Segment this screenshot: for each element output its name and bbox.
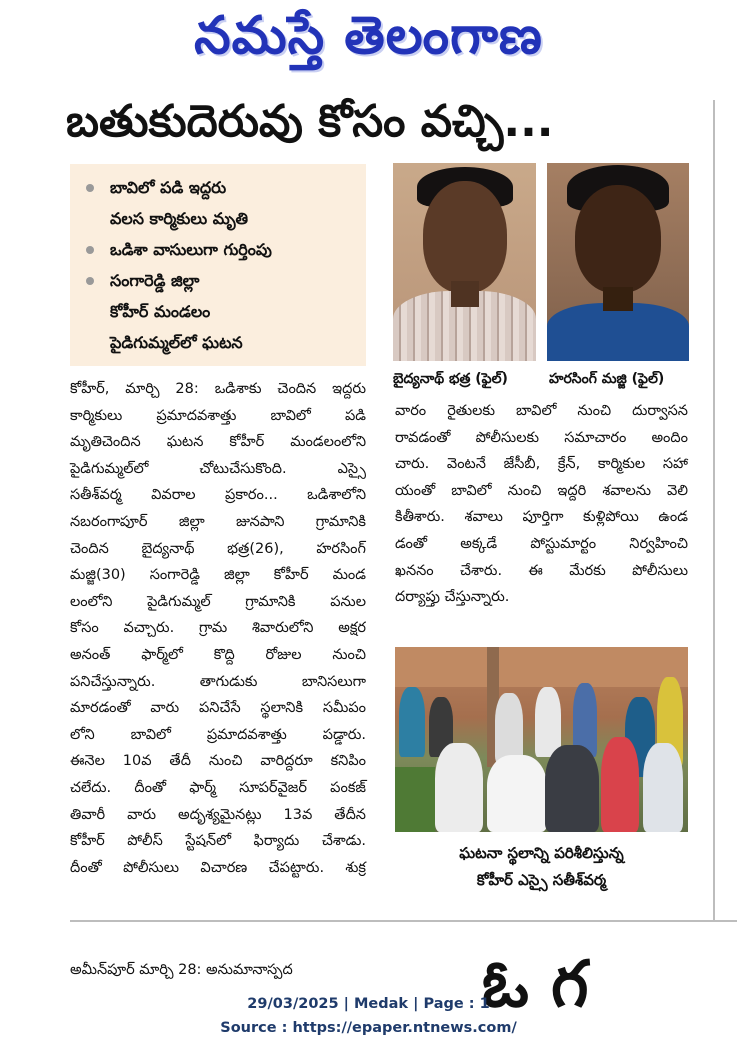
- article-line: పైడిగుమ్మల్‌లో చోటుచేసుకొంది. ఎస్సై: [70, 460, 366, 477]
- article-line: రావడంతో పోలీసులకు సమాచారం అందిం: [395, 429, 688, 446]
- article-line: నబరంగాపూర్ జిల్లా జునపాని గ్రామానికి: [70, 513, 366, 530]
- article-line: మారడంతో వారు పనిచేసే స్థలానికి సమీపం: [70, 700, 366, 717]
- article-line: కోసం వచ్చారు. గ్రామ శివారులోని అక్షర: [70, 620, 366, 637]
- article-line: వారం రైతులకు బావిలో నుంచి దుర్వాసన: [395, 403, 688, 419]
- article-line: లోని బావిలో ప్రమాదవశాత్తు పడ్డారు.: [70, 726, 366, 743]
- article-line: డంతో అక్కడే పోస్టుమార్టం నిర్వహించి: [395, 535, 688, 552]
- photo-caption-right: హరసింగ్ మజ్జి (ఫైల్): [549, 371, 665, 387]
- article-line: సతీశ్‌వర్మ వివరాల ప్రకారం... ఒడిశాలోని: [70, 487, 366, 504]
- article-line: ఖననం చేశారు. ఈ మేరకు పోలీసులు: [395, 562, 688, 579]
- article-line: కోహీర్, మార్చి 28: ఒడిశాకు చెందిన ఇద్దరు: [70, 381, 366, 397]
- highlights-box: [70, 164, 366, 366]
- article-line: మృతిచెందిన ఘటన కోహీర్ మండలంలోని: [70, 434, 366, 451]
- article-line: కార్మికులు ప్రమాదవశాత్తు బావిలో పడి: [70, 407, 366, 424]
- scene-photo: [395, 647, 688, 832]
- article-line: లంలోని పైడిగుమ్మల్ గ్రామానికి పనుల: [70, 593, 366, 610]
- article-line: తివారీ వారు అదృశ్యమైనట్లు 13వ తేదీన: [70, 806, 366, 823]
- column-divider: [713, 100, 715, 920]
- article-line: కోహీర్ పోలీస్ స్టేషన్‌లో ఫిర్యాదు చేశాడు.: [70, 833, 366, 850]
- footer-edition: 29/03/2025 | Medak | Page : 1: [247, 996, 490, 1012]
- article-line: దీంతో పోలీసులు విచారణ చేపట్టారు. శుక్ర: [70, 859, 366, 876]
- photo-harasing: [547, 163, 689, 361]
- article-line: కితీశారు. శవాలు పూర్తిగా కుళ్లిపోయి ఉండ: [395, 509, 688, 526]
- article-line: చెందిన బైద్యనాథ్ భత్ర(26), హరసింగ్: [70, 540, 366, 557]
- article-line: అనంత్ ఫార్మ్‌లో కొద్ది రోజుల నుంచి: [70, 646, 366, 663]
- footer-source: Source : https://epaper.ntnews.com/: [220, 1020, 517, 1036]
- masthead: [0, 2, 737, 82]
- next-article-headline-fragment: ఓ గ: [482, 948, 589, 1022]
- masthead-title: నమస్తే తెలంగాణ: [194, 5, 543, 66]
- highlight-item: సంగారెడ్డి జిల్లా కోహీర్ మండలం పైడిగుమ్మల్‌లో ఘటన: [84, 265, 360, 358]
- section-divider: [70, 920, 737, 922]
- photo-baidyanath: [393, 163, 536, 361]
- article-line: యంతో బావిలో నుంచి ఇద్దరి శవాలను వెలి: [395, 482, 688, 499]
- article-body-left: [70, 376, 366, 881]
- next-article-first-line: అమీన్‌పూర్ మార్చి 28: అనుమానాస్పద: [70, 962, 293, 978]
- article-line: పనిచేస్తున్నారు. తాగుడుకు బానిసలుగా: [70, 673, 366, 690]
- article-line: చలేదు. దీంతో ఫార్మ్ సూపర్‌వైజర్ పంకజ్: [70, 779, 366, 796]
- photo-caption-left: బైద్యనాథ్ భత్ర (ఫైల్): [393, 371, 508, 387]
- article-body-right: [395, 398, 688, 611]
- article-line: ఈనెల 10వ తేదీ నుంచి వారిద్దరూ కనిపిం: [70, 753, 366, 770]
- article-line: మజ్జి(30) సంగారెడ్డి జిల్లా కోహీర్ మండ: [70, 567, 366, 584]
- scene-photo-caption: ఘటనా స్థలాన్ని పరిశీలిస్తున్న కోహీర్ ఎస్సై సతీశ్‌వర్మ: [459, 844, 624, 889]
- article-line: చారు. వెంటనే జేసీబీ, క్రేన్, కార్మికుల సహా: [395, 456, 688, 473]
- highlight-item: బావిలో పడి ఇద్దరు వలస కార్మికులు మృతి: [84, 172, 360, 234]
- highlight-item: ఒడిశా వాసులుగా గుర్తింపు: [84, 234, 360, 265]
- article-headline: బతుకుదెరువు కోసం వచ్చి...: [66, 96, 554, 147]
- article-line: దర్యాప్తు చేస్తున్నారు.: [395, 589, 510, 606]
